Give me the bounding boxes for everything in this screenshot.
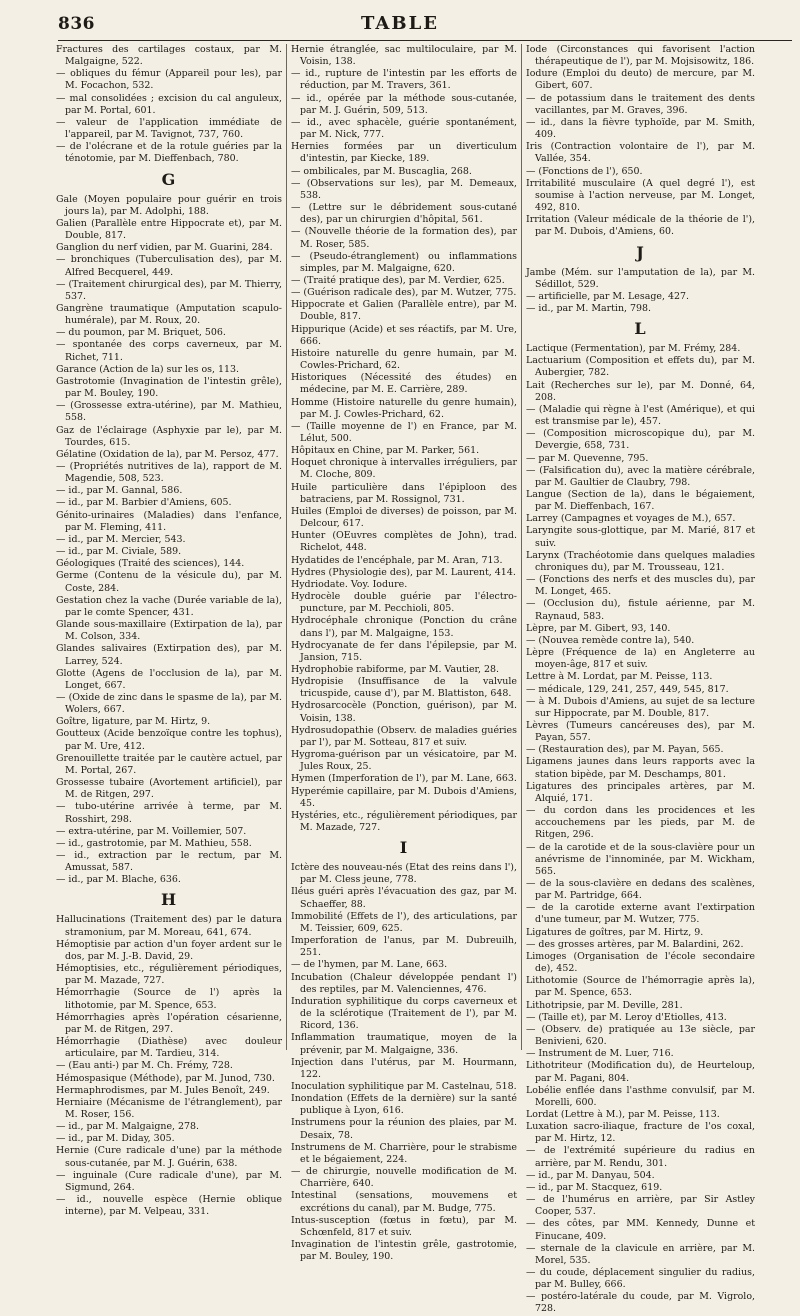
index-entry: — (Oxide de zinc dans le spasme de la), par M. Wolers, 667. [56,691,282,716]
index-entry: — mal consolidées ; excision du cal anguleux, par M. Portal, 601. [56,92,282,116]
index-entry: Imperforation de l'anus, par M. Dubreuilh, 251. [291,935,517,959]
index-entry: — id., extraction par le rectum, par M. Amussat, 587. [56,850,282,874]
page-number: 836 [58,14,95,34]
index-entry: Lithotripsie, par M. Deville, 281. [526,999,683,1011]
index-entry: — id., avec sphacèle, guérie spontanément, par M. Nick, 777. [291,116,517,141]
index-entry: Hymen (Imperforation de l'), par M. Lane, 663. [291,773,517,785]
index-entry: Huile particulière dans l'épiploon des batraciens, par M. Rossignol, 731. [291,481,517,505]
index-entry: — de l'humérus en arrière, par Sir Astley Cooper, 537. [526,1194,755,1218]
index-column-2 [291,44,517,1263]
index-entry: Galien (Parallèle entre Hippocrate et), par M. Double, 817. [56,217,282,242]
index-entry: — id., par M. Stacquez, 619. [526,1181,663,1193]
index-entry: Injection dans l'utérus, par M. Hourmann, 122. [291,1056,517,1080]
section-letter-heading: J [636,242,645,262]
index-entry: Herniaire (Mécanisme de l'étranglement), par M. Roser, 156. [56,1096,282,1120]
index-entry: Hernie (Cure radicale d'une) par la méthode sous-cutanée, par M. J. Guérin, 638. [56,1145,282,1169]
index-entry: Inflammation traumatique, moyen de la prévenir, par M. Malgaigne, 336. [291,1032,517,1056]
index-entry: Hydrocyanate de fer dans l'épilepsie, par M. Jansion, 715. [291,639,517,663]
index-entry: Glande sous-maxillaire (Extirpation de la), par M. Colson, 334. [56,619,282,643]
index-entry: Iris (Contraction volontaire de l'), par M. Vallée, 354. [526,141,755,165]
index-entry: — (Guérison radicale des), par M. Wutzer, 775. [291,287,517,299]
index-entry: Hydres (Physiologie des), par M. Laurent, 414. [291,566,516,578]
index-entry: — médicale, 129, 241, 257, 449, 545, 817. [526,683,729,695]
index-entry: — des grosses artères, par M. Balardini, 262. [526,938,744,950]
index-entry: Iléus guéri après l'évacuation des gaz, par M. Schaeffer, 88. [291,886,517,910]
index-entry: Hémorrhagies après l'opération césarienne, par M. de Ritgen, 297. [56,1011,282,1035]
index-entry: Garance (Action de la) sur les os, 113. [56,363,239,375]
index-entry: — id., dans la fièvre typhoïde, par M. Smith, 409. [526,116,755,141]
index-entry: — id., par M. Gannal, 586. [56,485,183,497]
index-entry: Hippocrate et Galien (Parallèle entre), par M. Double, 817. [291,299,517,323]
index-entry: Hydrosudopathie (Observ. de maladies guéries par l'), par M. Sotteau, 817 et suiv. [291,724,517,748]
index-entry: Ligatures de goîtres, par M. Hirtz, 9. [526,926,704,938]
index-entry: — sternale de la clavicule en arrière, par M. Morel, 535. [526,1242,755,1266]
index-entry: Hydatides de l'encéphale, par M. Aran, 713. [291,554,503,566]
index-entry: — postéro-latérale du coude, par M. Vigrolo, 728. [526,1291,755,1315]
index-entry: Gale (Moyen populaire pour guérir en trois jours la), par M. Adolphi, 188. [56,193,282,217]
index-entry: — id., par M. Blache, 636. [56,874,181,886]
index-entry: Homme (Histoire naturelle du genre humain), par M. J. Cowles-Prichard, 62. [291,396,517,420]
index-entry: — de l'hymen, par M. Lane, 663. [291,959,448,971]
index-entry: — id., par M. Civiale, 589. [56,546,182,558]
index-entry: Hémoptisies, etc., régulièrement périodiques, par M. Mazade, 727. [56,963,282,987]
index-entry: Ligatures des principales artères, par M. Alquié, 171. [526,780,755,804]
index-entry: Ganglion du nerf vidien, par M. Guarini, 284. [56,242,273,254]
index-entry: Ligamens jaunes dans leurs rapports avec la station bipède, par M. Deschamps, 801. [526,756,755,780]
index-entry: — ombilicales, par M. Buscaglia, 268. [291,165,472,177]
index-entry: Irritabilité musculaire (A quel degré l'), est soumise à l'action nerveuse, par M. Longet, 492, 810. [526,177,755,214]
index-entry: — (Propriétés nutritives de la), rapport de M. Magendie, 508, 523. [56,461,282,485]
index-entry: Luxation sacro-iliaque, fracture de l'os coxal, par M. Hirtz, 12. [526,1121,755,1145]
index-entry: — du cordon dans les procidences et les accouchemens par les pieds, par M. de Ritgen, 296. [526,805,755,841]
index-entry: — (Pseudo-étranglement) ou inflammations simples, par M. Malgaigne, 620. [291,250,517,274]
index-entry: Inoculation syphilitique par M. Castelnau, 518. [291,1080,517,1092]
index-entry: Intestinal (sensations, mouvemens et excrétions du canal), par M. Budge, 775. [291,1190,517,1214]
index-entry: Grenouillette traitée par le cautère actuel, par M. Portal, 267. [56,752,282,776]
index-entry: — de chirurgie, nouvelle modification de M. Charrière, 640. [291,1166,517,1190]
index-entry: Larrey (Campagnes et voyages de M.), 657. [526,513,736,525]
section-letter-heading: L [634,319,647,339]
section-letter-heading: I [399,838,409,858]
index-entry: Gestation chez la vache (Durée variable de la), par le comte Spencer, 431. [56,594,282,618]
index-entry: Incubation (Chaleur développée pendant l') des reptiles, par M. Valenciennes, 476. [291,971,517,995]
index-entry: Hydrosarcocèle (Ponction, guérison), par M. Voisin, 138. [291,700,517,724]
index-entry: Inondation (Effets de la dernière) sur la santé publique à Lyon, 616. [291,1093,517,1117]
index-entry: — (Fonctions de l'), 650. [526,165,643,177]
index-entry: — extra-utérine, par M. Voillemier, 507. [56,825,247,837]
index-entry: — de la carotide externe avant l'extirpation d'une tumeur, par M. Wutzer, 775. [526,902,755,926]
index-entry: — valeur de l'application immédiate de l'appareil, par M. Tavignot, 737, 760. [56,116,282,141]
index-entry: — (Occlusion du), fistule aérienne, par M. Raynaud, 583. [526,598,755,622]
page-header [0,0,800,40]
index-entry: — (Traitement chirurgical des), par M. Thierry, 537. [56,278,282,302]
index-entry: — Instrument de M. Luer, 716. [526,1048,674,1060]
index-entry: Instrumens de M. Charrière, pour le strabisme et le bégaiement, 224. [291,1141,517,1165]
index-entry: — (Grossesse extra-utérine), par M. Mathieu, 558. [56,400,282,424]
index-entry: Instrumens pour la réunion des plaies, par M. Desaix, 78. [291,1117,517,1141]
index-entry: Hydrocéphale chronique (Ponction du crâne dans l'), par M. Malgaigne, 153. [291,615,517,639]
index-entry: Goître, ligature, par M. Hirtz, 9. [56,716,211,728]
index-entry: Génito-urinaires (Maladies) dans l'enfance, par M. Fleming, 411. [56,509,282,533]
index-entry: — de la carotide et de la sous-clavière pour un anévrisme de l'innominée, par M. Wickham, 565. [526,841,755,877]
index-entry: — (Falsification du), avec la matière cérébrale, par M. Gaultier de Claubry, 798. [526,464,755,488]
index-entry: — id., nouvelle espèce (Hernie oblique interne), par M. Velpeau, 331. [56,1194,282,1218]
index-entry: — id., par M. Diday, 305. [56,1133,175,1145]
index-entry: Lithotriteur (Modification du), de Heurteloup, par M. Pagani, 804. [526,1060,755,1084]
index-entry: Hydrocèle double guérie par l'électro-puncture, par M. Pecchioli, 805. [291,591,517,615]
index-entry: Iode (Circonstances qui favorisent l'action thérapeutique de l'), par M. Mojsisowitz, 186. [526,44,755,68]
index-entry: — (Observations sur les), par M. Demeaux, 538. [291,177,517,201]
index-entry: Hémospasique (Méthode), par M. Junod, 730. [56,1072,275,1084]
index-entry: Historiques (Nécessité des études) en médecine, par M. E. Carrière, 289. [291,372,517,396]
index-entry: Laryngite sous-glottique, par M. Marié, 817 et suiv. [526,525,755,549]
index-entry: — spontanée des corps caverneux, par M. Richet, 711. [56,339,282,363]
index-entry: Hystéries, etc., régulièrement périodiques, par M. Mazade, 727. [291,809,517,833]
index-entry: Lettre à M. Lordat, par M. Peisse, 113. [526,671,713,683]
index-entry: — de la sous-clavière en dedans des scalènes, par M. Partridge, 664. [526,878,755,902]
index-entry: Intus-susception (fœtus in fœtu), par M. Schœnfeld, 817 et suiv. [291,1214,517,1238]
index-entry: — des côtes, par MM. Kennedy, Dunne et Finucane, 409. [526,1218,755,1242]
index-entry: Lobélie enflée dans l'asthme convulsif, par M. Morelli, 600. [526,1084,755,1108]
index-entry: Hydropisie (Insuffisance de la valvule tricuspide, cause d'), par M. Blattiston, 648. [291,676,517,700]
index-entry: — de l'extrémité supérieure du radius en arrière, par M. Rendu, 301. [526,1145,755,1169]
index-entry: Lithotomie (Source de l'hémorragie après la), par M. Spence, 653. [526,975,755,999]
index-entry: Lèpre (Fréquence de la) en Angleterre au moyen-âge, 817 et suiv. [526,647,755,671]
index-entry: — (Eau anti-) par M. Ch. Frémy, 728. [56,1060,233,1072]
index-entry: Lèvres (Tumeurs cancéreuses des), par M. Payan, 557. [526,719,755,744]
index-entry: Grossesse tubaire (Avortement artificiel), par M. de Ritgen, 297. [56,777,282,801]
index-entry: Iodure (Emploi du deuto) de mercure, par M. Gibert, 607. [526,68,755,92]
index-entry: — id., par M. Malgaigne, 278. [56,1121,200,1133]
index-entry: Hémorrhagie (Source de l') après la lithotomie, par M. Spence, 653. [56,987,282,1011]
index-entry: — id., gastrotomie, par M. Mathieu, 558. [56,837,252,849]
index-entry: — (Restauration des), par M. Payan, 565. [526,744,724,756]
index-entry: Histoire naturelle du genre humain, par M. Cowles-Prichard, 62. [291,347,517,372]
column-divider-2 [521,44,522,1050]
index-entry: Induration syphilitique du corps caverneux et de la sclérotique (Traitement de l'), par M. Ricord, 136. [291,995,517,1032]
index-entry: — (Lettre sur le débridement sous-cutané des), par un chirurgien d'hôpital, 561. [291,202,517,226]
index-entry: — tubo-utérine arrivée à terme, par M. Rosshirt, 298. [56,801,282,825]
index-entry: Hernies formées par un diverticulum d'intestin, par Kiecke, 189. [291,141,517,165]
index-column-3 [526,44,755,1315]
index-entry: Langue (Section de la), dans le bégaiement, par M. Dieffenbach, 167. [526,489,755,513]
index-entry: — à M. Dubois d'Amiens, au sujet de sa lecture sur Hippocrate, par M. Double, 817. [526,695,755,719]
index-entry: — id., opérée par la méthode sous-cutanée, par M. J. Guérin, 509, 513. [291,92,517,116]
section-letter-heading: G [161,169,177,189]
index-entry: — id., par M. Martin, 798. [526,302,652,314]
index-entry: Lait (Recherches sur le), par M. Donné, 64, 208. [526,379,755,403]
index-entry: Lactique (Fermentation), par M. Frémy, 284. [526,343,741,355]
index-entry: — de potassium dans le traitement des dents vacillantes, par M. Graves, 396. [526,92,755,116]
index-column-1 [56,44,282,1218]
index-entry: — (Taille et), par M. Leroy d'Etiolles, 413. [526,1011,727,1023]
index-entry: — (Nouvelle théorie de la formation des), par M. Roser, 585. [291,226,517,250]
section-letter-heading: H [160,890,178,910]
index-entry: Huiles (Emploi de diverses) de poisson, par M. Delcour, 617. [291,505,517,530]
index-entry: Jambe (Mém. sur l'amputation de la), par M. Sédillot, 529. [526,266,755,290]
index-entry: Irritation (Valeur médicale de la théorie de l'), par M. Dubois, d'Amiens, 60. [526,214,755,238]
index-entry: — id., par M. Danyau, 504. [526,1169,655,1181]
index-entry: — du coude, déplacement singulier du radius, par M. Bulley, 666. [526,1267,755,1291]
index-entry: Hallucinations (Traitement des) par le datura stramonium, par M. Moreau, 641, 674. [56,914,282,938]
index-entry: Hôpitaux en Chine, par M. Parker, 561. [291,445,480,457]
column-divider-1 [286,44,287,1050]
index-entry: Glotte (Agens de l'occlusion de la), par M. Longet, 667. [56,667,282,691]
index-entry: — (Taille moyenne de l') en France, par M. Lélut, 500. [291,420,517,444]
index-entry: Hydriodate. Voy. Iodure. [291,578,408,590]
index-entry: — id., rupture de l'intestin par les efforts de réduction, par M. Travers, 361. [291,68,517,92]
index-entry: Hunter (OEuvres complètes de John), trad. Richelot, 448. [291,530,517,554]
index-entry: Lordat (Lettre à M.), par M. Peisse, 113. [526,1108,720,1120]
index-entry: — (Fonctions des nerfs et des muscles du), par M. Longet, 465. [526,574,755,598]
index-entry: — par M. Quevenne, 795. [526,452,649,464]
index-entry: — (Nouvea remède contre la), 540. [526,634,695,646]
index-entry: Lèpre, par M. Gibert, 93, 140. [526,622,671,634]
index-entry: Lactuarium (Composition et effets du), par M. Aubergier, 782. [526,355,755,379]
index-entry: Glandes salivaires (Extirpation des), par M. Larrey, 524. [56,643,282,667]
index-entry: Goutteux (Acide benzoïque contre les tophus), par M. Ure, 412. [56,728,282,752]
index-entry: — inguinale (Cure radicale d'une), par M. Sigmund, 264. [56,1169,282,1193]
index-entry: Hémoptisie par action d'un foyer ardent sur le dos, par M. J.-B. David, 29. [56,938,282,962]
index-entry: Germe (Contenu de la vésicule du), par M. Coste, 284. [56,570,282,594]
index-entry: Hoquet chronique à intervalles irréguliers, par M. Cloche, 809. [291,457,517,481]
index-entry: Ictère des nouveau-nés (Etat des reins dans l'), par M. Cless jeune, 778. [291,862,517,886]
index-entry: Gangrène traumatique (Amputation scapulo-humérale), par M. Roux, 20. [56,302,282,327]
header-rule [58,40,792,41]
index-entry: — id., par M. Barbier d'Amiens, 605. [56,497,232,509]
index-entry: Invagination de l'intestin grêle, gastrotomie, par M. Bouley, 190. [291,1239,517,1263]
index-entry: — de l'olécrane et de la rotule guéries par la ténotomie, par M. Dieffenbach, 780. [56,141,282,165]
index-entry: — obliques du fémur (Appareil pour les), par M. Focachon, 532. [56,68,282,92]
index-entry: Gastrotomie (Invagination de l'intestin grêle), par M. Bouley, 190. [56,375,282,400]
index-entry: Gaz de l'éclairage (Asphyxie par le), par M. Tourdes, 615. [56,424,282,448]
index-entry: Hygroma-guérison par un vésicatoire, par M. Jules Roux, 25. [291,749,517,773]
index-entry: — (Composition microscopique du), par M. Devergie, 658, 731. [526,428,755,452]
running-title: TABLE [361,13,439,34]
index-entry: — (Traité pratique des), par M. Verdier, 625. [291,274,505,286]
index-entry: — id., par M. Mercier, 543. [56,533,186,545]
index-entry: Géologiques (Traité des sciences), 144. [56,558,245,570]
index-entry: Hyperémie capillaire, par M. Dubois d'Amiens, 45. [291,785,517,809]
index-entry: — (Observ. de) pratiquée au 13e siècle, par Benivieni, 620. [526,1023,755,1048]
index-entry: Limoges (Organisation de l'école secondaire de), 452. [526,950,755,975]
index-entry: — artificielle, par M. Lesage, 427. [526,290,689,302]
index-entry: Immobilité (Effets de l'), des articulations, par M. Teissier, 609, 625. [291,910,517,934]
index-entry: Hydrophobie rabiforme, par M. Vautier, 28. [291,663,500,675]
index-entry: Hémorrhagie (Diathèse) avec douleur articulaire, par M. Tardieu, 314. [56,1036,282,1060]
index-entry: — du poumon, par M. Briquet, 506. [56,327,226,339]
index-entry: Hippurique (Acide) et ses réactifs, par M. Ure, 666. [291,323,517,347]
index-entry: Larynx (Trachéotomie dans quelques maladies chroniques du), par M. Trousseau, 121. [526,549,755,573]
index-entry: Hernie étranglée, sac multiloculaire, par M. Voisin, 138. [291,44,517,68]
index-entry: Hermaphrodismes, par M. Jules Benoît, 249. [56,1084,270,1096]
index-entry: — (Maladie qui règne à l'est (Amérique), et qui est transmise par le), 457. [526,403,755,428]
index-entry: Fractures des cartilages costaux, par M. Malgaigne, 522. [56,44,282,68]
index-entry: Gélatine (Oxidation de la), par M. Persoz, 477. [56,448,279,460]
index-entry: — bronchiques (Tuberculisation des), par M. Alfred Becquerel, 449. [56,254,282,278]
